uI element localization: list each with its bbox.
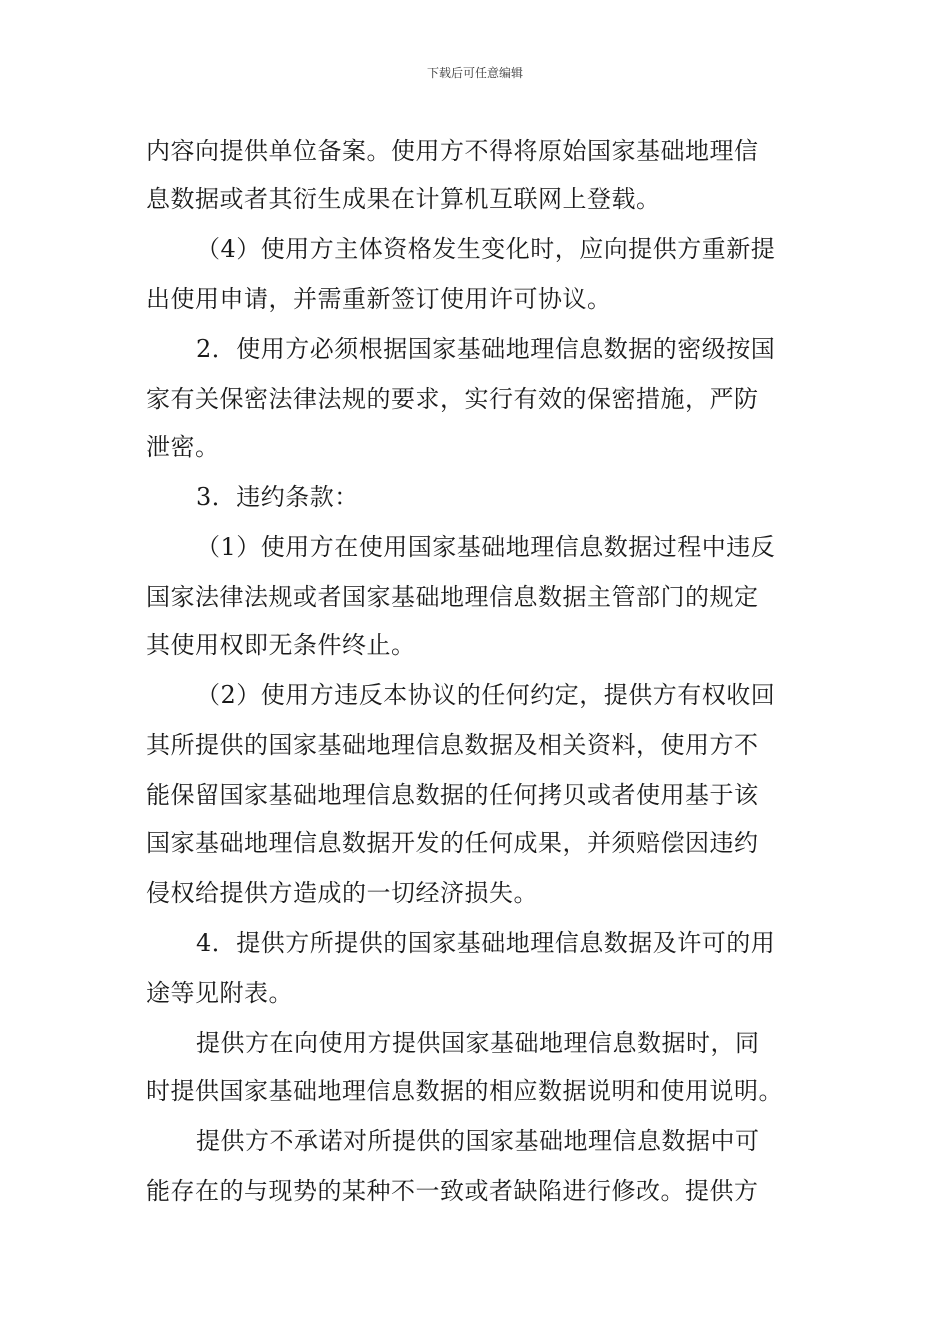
body-line: （4）使用方主体资格发生变化时，应向提供方重新提: [196, 235, 776, 263]
body-line: （1）使用方在使用国家基础地理信息数据过程中违反: [196, 533, 776, 561]
body-line: 家有关保密法律法规的要求，实行有效的保密措施，严防: [146, 385, 759, 413]
body-line: 提供方在向使用方提供国家基础地理信息数据时，同: [196, 1029, 760, 1057]
body-line: 国家基础地理信息数据开发的任何成果，并须赔偿因违约: [146, 829, 759, 857]
body-line: 息数据或者其衍生成果在计算机互联网上登载。: [146, 185, 661, 213]
body-line: 时提供国家基础地理信息数据的相应数据说明和使用说明。: [146, 1077, 783, 1105]
body-line: 内容向提供单位备案。使用方不得将原始国家基础地理信: [146, 137, 759, 165]
body-line: 其所提供的国家基础地理信息数据及相关资料，使用方不: [146, 731, 759, 759]
body-line: 国家法律法规或者国家基础地理信息数据主管部门的规定: [146, 583, 759, 611]
body-line: 途等见附表。: [146, 979, 293, 1007]
body-line: 出使用申请，并需重新签订使用许可协议。: [146, 285, 612, 313]
body-line: 提供方不承诺对所提供的国家基础地理信息数据中可: [196, 1127, 760, 1155]
body-line: 能保留国家基础地理信息数据的任何拷贝或者使用基于该: [146, 781, 759, 809]
body-line: 其使用权即无条件终止。: [146, 631, 416, 659]
page-header: 下载后可任意编辑: [426, 66, 523, 80]
body-line: （2）使用方违反本协议的任何约定，提供方有权收回: [196, 681, 776, 709]
body-line: 侵权给提供方造成的一切经济损失。: [146, 879, 538, 907]
body-line: 泄密。: [146, 433, 220, 461]
body-line: 4．提供方所提供的国家基础地理信息数据及许可的用: [196, 929, 776, 957]
body-line: 能存在的与现势的某种不一致或者缺陷进行修改。提供方: [146, 1177, 759, 1205]
body-line: 2．使用方必须根据国家基础地理信息数据的密级按国: [196, 335, 776, 363]
body-line: 3．违约条款：: [196, 483, 359, 511]
